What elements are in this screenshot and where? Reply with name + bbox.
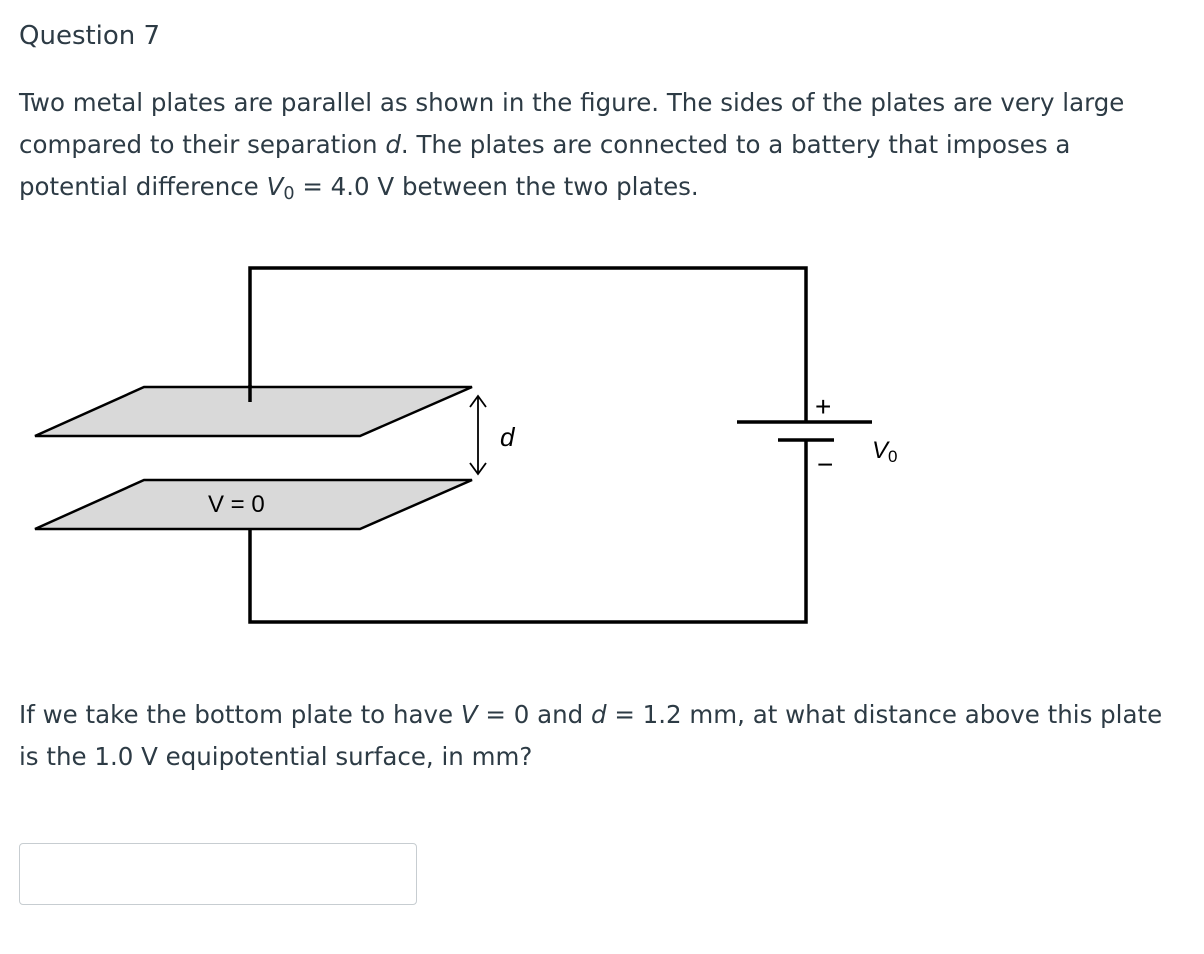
circuit-diagram [0, 250, 900, 640]
intro-text-1: Two metal plates are parallel as shown in the figure. The sides of the plates are very large compared to their separation [19, 88, 1125, 159]
minus-label: − [817, 449, 834, 480]
intro-text-3: = 4.0 V between the two plates. [294, 172, 699, 201]
intro-var-d: d [385, 130, 401, 159]
v0-label-main: V [872, 437, 889, 464]
prompt-text-2: = 0 and [477, 700, 591, 729]
prompt-var-v: V [460, 700, 478, 729]
prompt-text-1: If we take the bottom plate to have [19, 700, 461, 729]
prompt-var-d: d [591, 700, 607, 729]
bottom-wire [250, 440, 806, 622]
question-title: Question 7 [19, 21, 161, 51]
question-prompt [19, 694, 1189, 778]
v0-label-subscript: 0 [888, 447, 898, 466]
top-plate [35, 387, 472, 436]
v0-label [872, 437, 897, 466]
intro-var-v-subscript: 0 [283, 183, 295, 204]
bottom-plate-label: V = 0 [208, 491, 265, 518]
intro-var-v: V [266, 172, 284, 201]
intro-text-2: . The plates are connected to a battery that imposes a potential difference [19, 130, 1071, 201]
d-label: d [500, 422, 515, 452]
answer-input[interactable] [19, 843, 417, 905]
plus-label: + [815, 391, 832, 422]
circuit-figure [0, 250, 900, 640]
question-intro [19, 82, 1179, 211]
prompt-text-3: = 1.2 mm, at what distance above this plate is the 1.0 V equipotential surface, in mm? [19, 700, 1163, 771]
